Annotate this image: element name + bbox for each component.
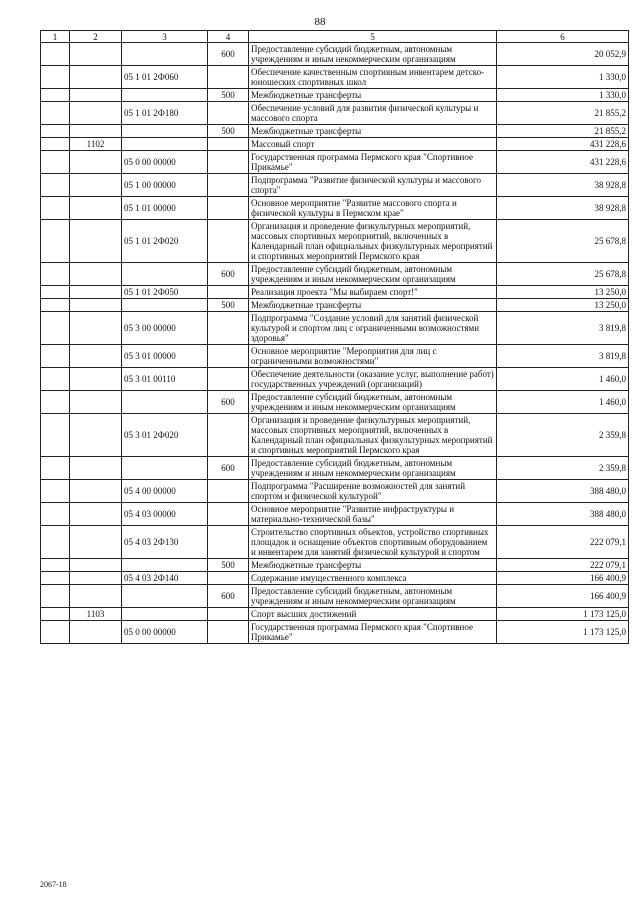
amount-cell: 21 855,2 (497, 125, 629, 138)
podrazdel-cell (70, 526, 122, 559)
podrazdel-cell (70, 621, 122, 644)
razdel-cell (41, 151, 70, 174)
table-row (41, 89, 629, 102)
name-cell: Межбюджетные трансферты (249, 125, 497, 138)
razdel-cell (41, 138, 70, 151)
column-header-5: 5 (249, 31, 497, 43)
razdel-cell (41, 43, 70, 66)
amount-cell: 3 819,8 (497, 312, 629, 345)
target-article-cell (122, 43, 208, 66)
razdel-cell (41, 621, 70, 644)
table-body (41, 43, 629, 644)
target-article-cell: 05 3 00 00000 (122, 312, 208, 345)
amount-cell: 38 928,8 (497, 174, 629, 197)
table-row (41, 263, 629, 286)
table-row (41, 345, 629, 368)
expense-type-cell (208, 621, 249, 644)
expense-type-cell (208, 138, 249, 151)
amount-cell: 388 480,0 (497, 480, 629, 503)
table-row (41, 312, 629, 345)
razdel-cell (41, 559, 70, 572)
target-article-cell: 05 1 01 2Ф180 (122, 102, 208, 125)
header-row (41, 31, 629, 43)
razdel-cell (41, 368, 70, 391)
amount-cell: 13 250,0 (497, 286, 629, 299)
razdel-cell (41, 197, 70, 220)
razdel-cell (41, 391, 70, 414)
expense-type-cell (208, 608, 249, 621)
podrazdel-cell (70, 102, 122, 125)
name-cell: Строительство спортивных объектов, устройство спортивных площадок и оснащение объектов спортивным оборудованием и инвентарем для занятий физической культурой и спортом (249, 526, 497, 559)
podrazdel-cell (70, 480, 122, 503)
table-row (41, 503, 629, 526)
amount-cell: 1 330,0 (497, 89, 629, 102)
target-article-cell: 05 4 00 00000 (122, 480, 208, 503)
podrazdel-cell (70, 174, 122, 197)
podrazdel-cell (70, 414, 122, 457)
expense-type-cell (208, 414, 249, 457)
razdel-cell (41, 286, 70, 299)
expense-type-cell (208, 526, 249, 559)
expense-type-cell: 500 (208, 125, 249, 138)
expense-type-cell (208, 286, 249, 299)
expense-type-cell: 500 (208, 89, 249, 102)
target-article-cell: 05 3 01 2Ф020 (122, 414, 208, 457)
target-article-cell: 05 1 01 2Ф060 (122, 66, 208, 89)
amount-cell: 431 228,6 (497, 151, 629, 174)
podrazdel-cell: 1103 (70, 608, 122, 621)
target-article-cell (122, 608, 208, 621)
target-article-cell: 05 4 03 00000 (122, 503, 208, 526)
podrazdel-cell (70, 585, 122, 608)
table-row (41, 391, 629, 414)
table-row (41, 526, 629, 559)
target-article-cell (122, 559, 208, 572)
amount-cell: 25 678,8 (497, 220, 629, 263)
name-cell: Подпрограмма "Развитие физической культуры и массового спорта" (249, 174, 497, 197)
razdel-cell (41, 125, 70, 138)
amount-cell: 1 330,0 (497, 66, 629, 89)
table-row (41, 621, 629, 644)
amount-cell: 13 250,0 (497, 299, 629, 312)
expense-type-cell (208, 151, 249, 174)
name-cell: Обеспечение качественным спортивным инвентарем детско-юношеских спортивных школ (249, 66, 497, 89)
column-header-2: 2 (70, 31, 122, 43)
expense-type-cell: 600 (208, 263, 249, 286)
table-row (41, 286, 629, 299)
podrazdel-cell (70, 457, 122, 480)
amount-cell: 166 400,9 (497, 585, 629, 608)
amount-cell: 431 228,6 (497, 138, 629, 151)
table-row (41, 414, 629, 457)
name-cell: Обеспечение условий для развития физической культуры и массового спорта (249, 102, 497, 125)
podrazdel-cell (70, 125, 122, 138)
table-row (41, 102, 629, 125)
column-header-1: 1 (41, 31, 70, 43)
table-row (41, 174, 629, 197)
podrazdel-cell: 1102 (70, 138, 122, 151)
podrazdel-cell (70, 368, 122, 391)
podrazdel-cell (70, 299, 122, 312)
table-row (41, 457, 629, 480)
expense-type-cell (208, 102, 249, 125)
podrazdel-cell (70, 263, 122, 286)
podrazdel-cell (70, 559, 122, 572)
podrazdel-cell (70, 197, 122, 220)
target-article-cell: 05 0 00 00000 (122, 621, 208, 644)
name-cell: Предоставление субсидий бюджетным, автономным учреждениям и иным некоммерческим организациям (249, 263, 497, 286)
table-row (41, 220, 629, 263)
name-cell: Межбюджетные трансферты (249, 299, 497, 312)
amount-cell: 388 480,0 (497, 503, 629, 526)
target-article-cell (122, 457, 208, 480)
razdel-cell (41, 102, 70, 125)
expense-type-cell (208, 572, 249, 585)
expense-type-cell: 500 (208, 559, 249, 572)
name-cell: Реализация проекта "Мы выбираем спорт!" (249, 286, 497, 299)
amount-cell: 2 359,8 (497, 457, 629, 480)
expense-type-cell: 500 (208, 299, 249, 312)
podrazdel-cell (70, 66, 122, 89)
name-cell: Основное мероприятие "Мероприятия для лиц с ограниченными возможностями" (249, 345, 497, 368)
table-row (41, 138, 629, 151)
razdel-cell (41, 66, 70, 89)
budget-table (40, 30, 629, 644)
target-article-cell (122, 263, 208, 286)
table-row (41, 559, 629, 572)
razdel-cell (41, 608, 70, 621)
table-row (41, 151, 629, 174)
target-article-cell (122, 89, 208, 102)
expense-type-cell (208, 503, 249, 526)
name-cell: Государственная программа Пермского края "Спортивное Прикамье" (249, 151, 497, 174)
name-cell: Организация и проведение физкультурных мероприятий, массовых спортивных мероприятий, включенных в Календарный план официальных физкультурных мероприятий и спортивных мероприятий Пермского края (249, 220, 497, 263)
name-cell: Предоставление субсидий бюджетным, автономным учреждениям и иным некоммерческим организациям (249, 43, 497, 66)
name-cell: Содержание имущественного комплекса (249, 572, 497, 585)
expense-type-cell: 600 (208, 457, 249, 480)
amount-cell: 2 359,8 (497, 414, 629, 457)
podrazdel-cell (70, 391, 122, 414)
target-article-cell: 05 1 01 2Ф050 (122, 286, 208, 299)
amount-cell: 21 855,2 (497, 102, 629, 125)
name-cell: Подпрограмма "Расширение возможностей для занятий спортом и физической культурой" (249, 480, 497, 503)
target-article-cell: 05 1 01 2Ф020 (122, 220, 208, 263)
podrazdel-cell (70, 312, 122, 345)
amount-cell: 1 460,0 (497, 391, 629, 414)
podrazdel-cell (70, 89, 122, 102)
target-article-cell: 05 4 03 2Ф140 (122, 572, 208, 585)
expense-type-cell (208, 66, 249, 89)
expense-type-cell: 600 (208, 391, 249, 414)
razdel-cell (41, 480, 70, 503)
razdel-cell (41, 312, 70, 345)
name-cell: Основное мероприятие "Развитие инфраструктуры и материально-технической базы" (249, 503, 497, 526)
target-article-cell (122, 391, 208, 414)
name-cell: Государственная программа Пермского края "Спортивное Прикамье" (249, 621, 497, 644)
expense-type-cell (208, 174, 249, 197)
table-row (41, 572, 629, 585)
target-article-cell: 05 0 00 00000 (122, 151, 208, 174)
target-article-cell: 05 3 01 00000 (122, 345, 208, 368)
razdel-cell (41, 526, 70, 559)
name-cell: Межбюджетные трансферты (249, 89, 497, 102)
table-row (41, 480, 629, 503)
page-number: 88 (314, 16, 326, 28)
column-header-6: 6 (497, 31, 629, 43)
table-row (41, 608, 629, 621)
table-row (41, 197, 629, 220)
amount-cell: 1 460,0 (497, 368, 629, 391)
expense-type-cell (208, 368, 249, 391)
target-article-cell (122, 138, 208, 151)
table-row (41, 368, 629, 391)
target-article-cell: 05 1 01 00000 (122, 197, 208, 220)
column-header-4: 4 (208, 31, 249, 43)
podrazdel-cell (70, 151, 122, 174)
razdel-cell (41, 299, 70, 312)
name-cell: Подпрограмма "Создание условий для занятий физической культурой и спортом лиц с ограниченными возможностями здоровья" (249, 312, 497, 345)
amount-cell: 222 079,1 (497, 526, 629, 559)
podrazdel-cell (70, 286, 122, 299)
amount-cell: 1 173 125,0 (497, 608, 629, 621)
razdel-cell (41, 220, 70, 263)
name-cell: Спорт высших достижений (249, 608, 497, 621)
column-header-3: 3 (122, 31, 208, 43)
amount-cell: 222 079,1 (497, 559, 629, 572)
target-article-cell: 05 4 03 2Ф130 (122, 526, 208, 559)
name-cell: Предоставление субсидий бюджетным, автономным учреждениям и иным некоммерческим организациям (249, 391, 497, 414)
table-row (41, 585, 629, 608)
expense-type-cell (208, 197, 249, 220)
razdel-cell (41, 572, 70, 585)
target-article-cell: 05 3 01 00110 (122, 368, 208, 391)
razdel-cell (41, 174, 70, 197)
podrazdel-cell (70, 43, 122, 66)
razdel-cell (41, 457, 70, 480)
name-cell: Массовый спорт (249, 138, 497, 151)
expense-type-cell (208, 480, 249, 503)
name-cell: Организация и проведение физкультурных мероприятий, массовых спортивных мероприятий, включенных в Календарный план официальных физкультурных мероприятий и спортивных мероприятий Пермского края (249, 414, 497, 457)
name-cell: Предоставление субсидий бюджетным, автономным учреждениям и иным некоммерческим организациям (249, 457, 497, 480)
amount-cell: 3 819,8 (497, 345, 629, 368)
footer-code: 2067-18 (40, 880, 67, 889)
razdel-cell (41, 503, 70, 526)
expense-type-cell (208, 220, 249, 263)
expense-type-cell: 600 (208, 585, 249, 608)
expense-type-cell (208, 312, 249, 345)
table-row (41, 125, 629, 138)
podrazdel-cell (70, 220, 122, 263)
target-article-cell (122, 299, 208, 312)
expense-type-cell (208, 345, 249, 368)
expense-type-cell: 600 (208, 43, 249, 66)
amount-cell: 25 678,8 (497, 263, 629, 286)
podrazdel-cell (70, 572, 122, 585)
podrazdel-cell (70, 503, 122, 526)
target-article-cell (122, 125, 208, 138)
name-cell: Обеспечение деятельности (оказание услуг, выполнение работ) государственных учреждений (организаций) (249, 368, 497, 391)
amount-cell: 1 173 125,0 (497, 621, 629, 644)
amount-cell: 166 400,9 (497, 572, 629, 585)
name-cell: Предоставление субсидий бюджетным, автономным учреждениям и иным некоммерческим организациям (249, 585, 497, 608)
name-cell: Основное мероприятие "Развитие массового спорта и физической культуры в Пермском крае" (249, 197, 497, 220)
name-cell: Межбюджетные трансферты (249, 559, 497, 572)
target-article-cell (122, 585, 208, 608)
razdel-cell (41, 263, 70, 286)
amount-cell: 20 052,9 (497, 43, 629, 66)
razdel-cell (41, 585, 70, 608)
target-article-cell: 05 1 00 00000 (122, 174, 208, 197)
razdel-cell (41, 345, 70, 368)
table-row (41, 66, 629, 89)
podrazdel-cell (70, 345, 122, 368)
table-row (41, 43, 629, 66)
table-row (41, 299, 629, 312)
amount-cell: 38 928,8 (497, 197, 629, 220)
razdel-cell (41, 414, 70, 457)
razdel-cell (41, 89, 70, 102)
